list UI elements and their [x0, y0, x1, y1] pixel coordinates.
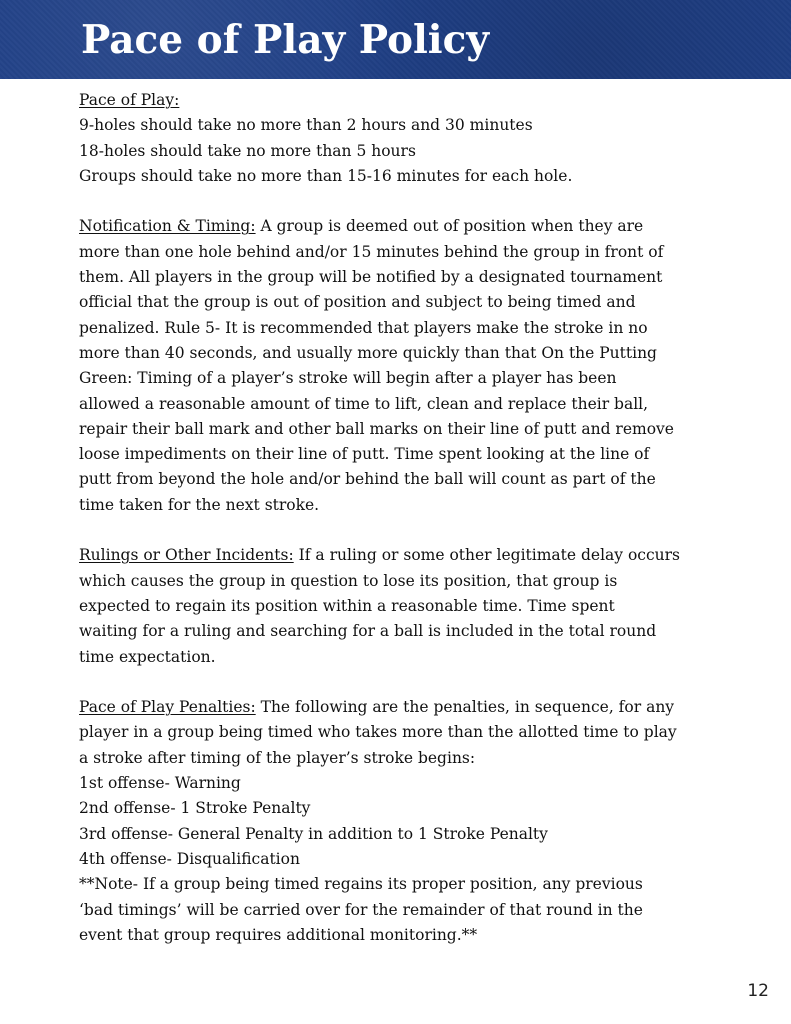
- body-line: allowed a reasonable amount of time to lift, clean and replace their ball,: [79, 394, 649, 413]
- body-line: repair their ball mark and other ball marks on their line of putt and remove: [79, 419, 674, 438]
- section-heading-line: [79, 88, 729, 113]
- section-heading-line: [79, 214, 729, 239]
- section-heading-pace-of-play: Pace of Play:: [79, 91, 180, 109]
- body-line: a stroke after timing of the player’s stroke begins:: [79, 748, 476, 767]
- body-line: Green: Timing of a player’s stroke will begin after a player has been: [79, 369, 617, 388]
- body-line: penalized. Rule 5- It is recommended that players make the stroke in no: [79, 318, 648, 337]
- body-text: A group is deemed out of position when they are: [255, 217, 644, 236]
- body-line: expected to regain its position within a reasonable time. Time spent: [79, 596, 615, 615]
- body-line: more than 40 seconds, and usually more quickly than that On the Putting: [79, 343, 657, 362]
- body-line: player in a group being timed who takes more than the allotted time to play: [79, 723, 677, 742]
- body-line: waiting for a ruling and searching for a ball is included in the total round: [79, 622, 657, 641]
- header-band: [0, 0, 791, 79]
- body-line: time expectation.: [79, 647, 216, 666]
- policy-body: [79, 88, 729, 973]
- penalty-list-item: 2nd offense- 1 Stroke Penalty: [79, 799, 311, 818]
- section-heading-penalties: Pace of Play Penalties:: [79, 698, 256, 717]
- section-heading-line: [79, 695, 729, 720]
- section-penalties: [79, 695, 729, 948]
- body-line: time taken for the next stroke.: [79, 495, 320, 514]
- body-line: more than one hole behind and/or 15 minutes behind the group in front of: [79, 242, 664, 261]
- body-line: official that the group is out of position and subject to being timed and: [79, 293, 636, 312]
- penalty-list-item: 4th offense- Disqualification: [79, 849, 300, 868]
- note-line: **Note- If a group being timed regains its proper position, any previous: [79, 875, 643, 894]
- penalty-list-item: 1st offense- Warning: [79, 774, 241, 793]
- page-title: Pace of Play Policy: [81, 17, 490, 63]
- section-notification-timing: [79, 214, 729, 518]
- body-line: them. All players in the group will be notified by a designated tournament: [79, 268, 663, 287]
- note-line: event that group requires additional monitoring.**: [79, 925, 478, 944]
- section-heading-rulings: Rulings or Other Incidents:: [79, 546, 294, 565]
- body-line: putt from beyond the hole and/or behind the ball will count as part of the: [79, 470, 656, 489]
- section-rulings: [79, 543, 729, 669]
- body-line: loose impediments on their line of putt. Time spent looking at the line of: [79, 445, 650, 464]
- page-number: 12: [747, 981, 769, 1001]
- body-text: If a ruling or some other legitimate delay occurs: [293, 546, 680, 565]
- penalty-list-item: 3rd offense- General Penalty in addition to 1 Stroke Penalty: [79, 824, 548, 843]
- body-line: which causes the group in question to lose its position, that group is: [79, 571, 618, 590]
- body-line: Groups should take no more than 15-16 minutes for each hole.: [79, 166, 573, 185]
- body-line: 9-holes should take no more than 2 hours and 30 minutes: [79, 116, 533, 135]
- section-heading-line: [79, 543, 729, 568]
- body-line: 18-holes should take no more than 5 hours: [79, 141, 416, 160]
- note-line: ‘bad timings’ will be carried over for the remainder of that round in the: [79, 900, 643, 919]
- body-text: The following are the penalties, in sequence, for any: [255, 698, 675, 717]
- section-pace-of-play: [79, 88, 729, 189]
- section-heading-notification-timing: Notification & Timing:: [79, 217, 256, 236]
